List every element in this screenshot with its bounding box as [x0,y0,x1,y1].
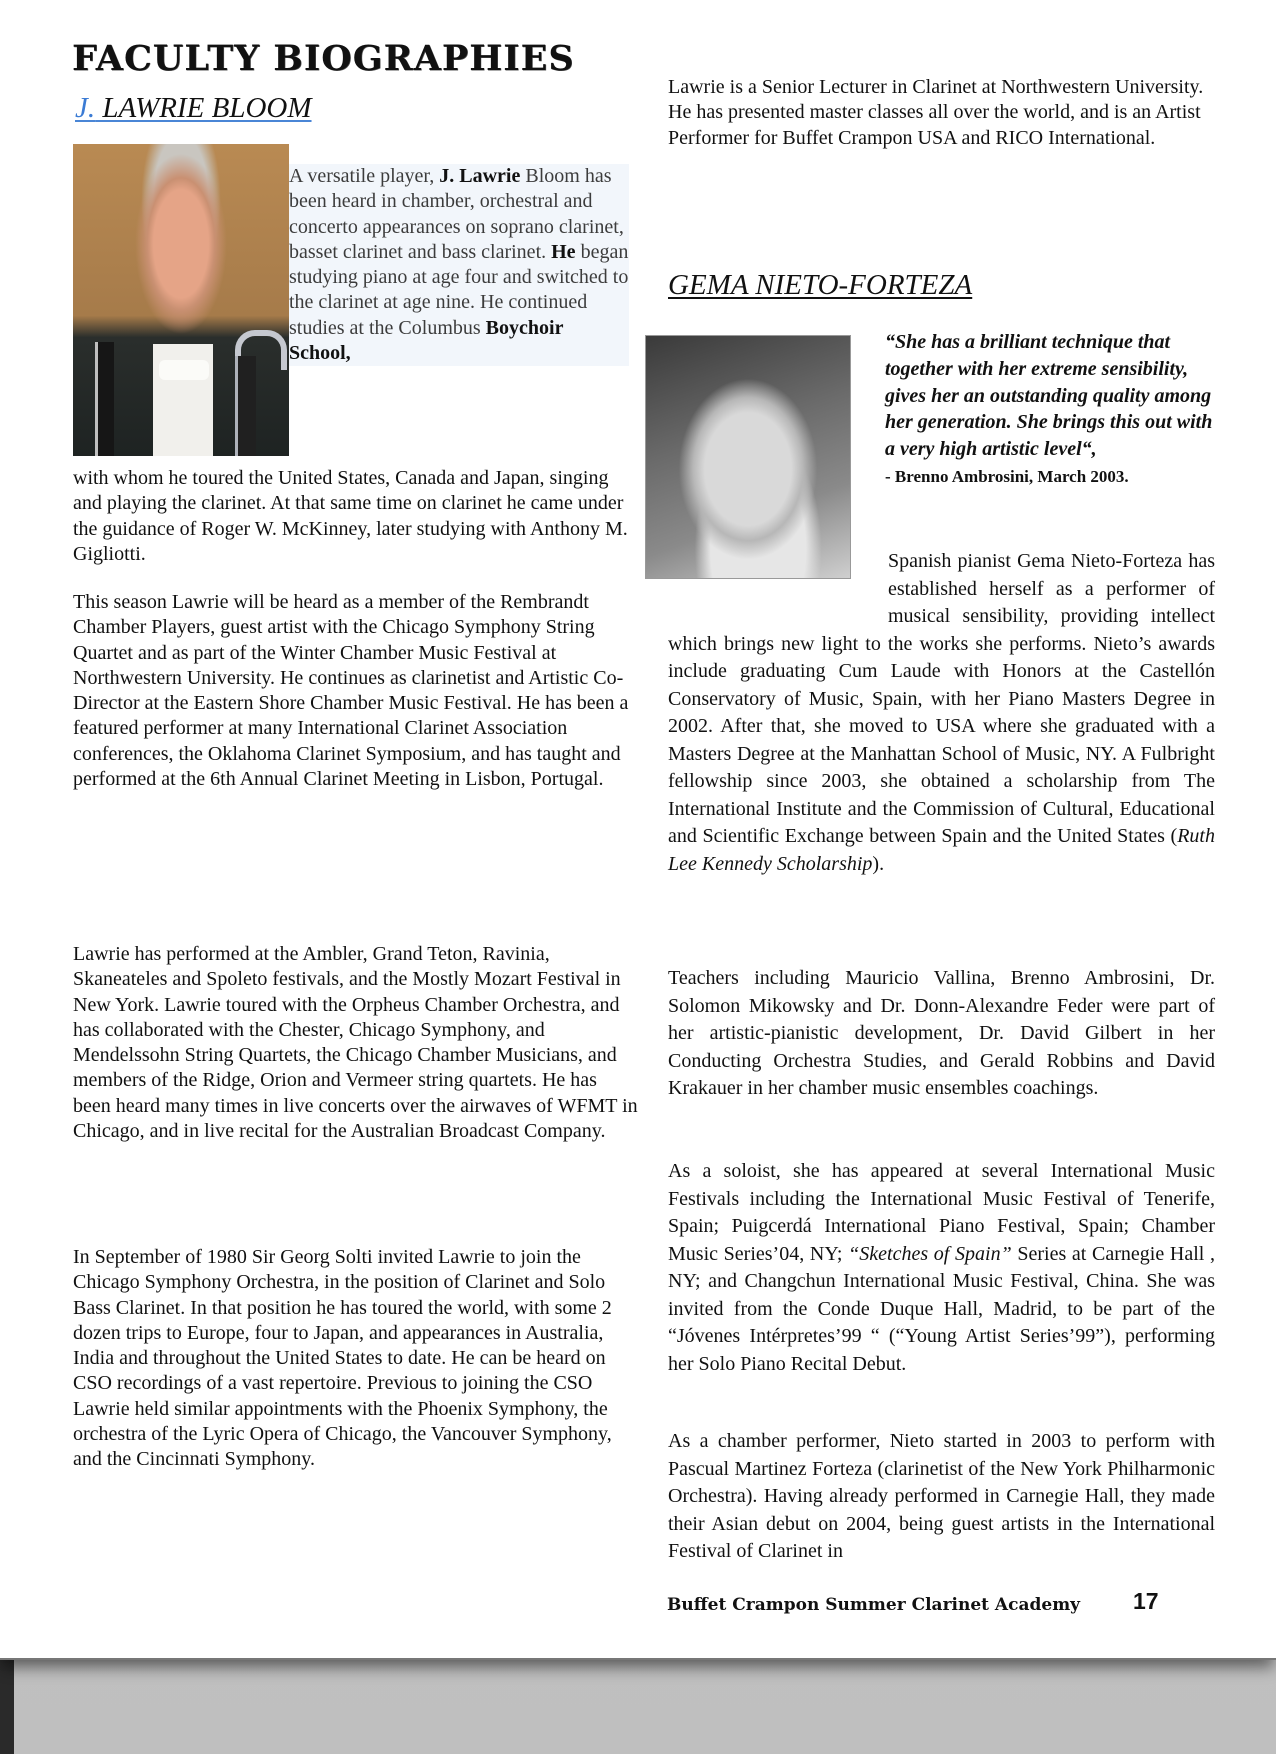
bio-paragraph: Teachers including Mauricio Vallina, Brenno Ambrosini, Dr. Solomon Mikowsky and Dr. Donn-Alexandre Feder were part of her artistic-pianistic development, Dr. David Gilbert in her Conducting Orchestra Studies, and Gerald Robbins and David Krakauer in her chamber music ensembles coachings. [668,967,1215,1099]
bio-paragraph: Lawrie is a Senior Lecturer in Clarinet at Northwestern University. He has presented master classes all over the world, and is an Artist Performer for Buffet Crampon USA and RICO International. [668,76,1204,149]
quote-text: “She has a brilliant technique that together with her extreme sensibility, gives her an outstanding quality among her generation. She brings this out with a very high artistic level“, [885,331,1213,461]
intro-text: Spanish pianist Gema Nieto-Forteza has established herself as a performer of musical sensibility, providing intellect which brings new light to the works she performs. Nieto’s awards include graduating Cum Laude with Honors at the Castellón Conservatory of Music, Spain, with her Piano Masters Degree in 2002. After that, she moved to USA where she graduated with a Masters Degree at the Manhattan School of Music, NY. A Fulbright fellowship since 2003, she obtained a scholarship from The International Institute and the Commission of Cultural, Educational and Scientific Exchange between Spain and the United States ( [668,550,1215,847]
intro-text: began studying piano at age four and switched to the clarinet at age nine. He continued studies at the Columbus [289,240,629,339]
bio-intro-gema [668,548,1215,878]
bio-intro-lawrie [289,164,629,366]
bio-heading-gema-nieto-forteza: GEMA NIETO-FORTEZA [668,269,973,301]
photo-detail-bowtie [159,360,209,380]
soloist-text: As a soloist, she has appeared at several International Music Festivals including the International Music Festival of Tenerife, Spain; Puigcerdá International Piano Festival, Spain; Chamber Music Series’04, NY; [668,1160,1215,1265]
bio-paragraph: This season Lawrie will be heard as a member of the Rembrandt Chamber Players, guest artist with the Chicago Symphony String Quartet and as part of the Winter Chamber Music Festival at Northwestern University. He continues as clarinetist and Artistic Co-Director at the Eastern Shore Chamber Music Festival. He has been a featured performer at many International Clarinet Association conferences, the Oklahoma Clarinet Symposium, and has taught and performed at the 6th Annual Clarinet Meeting in Lisbon, Portugal. [73,591,629,791]
press-quote [885,329,1215,491]
photo-wrap-spacer [668,548,888,618]
intro-bold-text: He [551,240,576,263]
intro-text: ). [872,852,885,875]
intro-text: A versatile player, [289,165,440,187]
quote-attribution: - Brenno Ambrosini, March 2003. [885,466,1129,486]
page-number: 17 [1133,1588,1159,1614]
bio-chamber-paragraph: As a chamber performer, Nieto started in 2003 to perform with Pascual Martinez Forteza (clarinetist of the New York Philharmonic Orchestra). Having already performed in Carnegie Hall, they made their Asian debut on 2004, being guest artists in the International Festival of Clarinet in [668,1430,1215,1562]
footer-title: Buffet Crampon Summer Clarinet Academy [667,1595,1081,1615]
bio-heading-lawrie-bloom [75,92,312,125]
bio-intro-lawrie-continued: with whom he toured the United States, Canada and Japan, singing and playing the clarinet. At that same time on clarinet he came under the guidance of Roger W. McKinney, later studying with Anthony M. Gigliotti. [73,467,628,565]
bio-heading-initial: J. [75,92,96,124]
photo-gema-nieto-forteza [645,335,851,579]
bio-paragraph: Lawrie has performed at the Ambler, Grand Teton, Ravinia, Skaneateles and Spoleto festivals, and the Mostly Mozart Festival in New York. Lawrie toured with the Orpheus Chamber Orchestra, and has collaborated with the Chester, Chicago Symphony, and Mendelssohn String Quartets, the Chicago Chamber Musicians, and members of the Ridge, Orion and Vermeer string quartets. He has been heard many times in live concerts over the airwaves of WFMT in Chicago, and in live recital for the Australian Broadcast Company. [73,943,638,1143]
photo-detail-bass-clarinet-body [235,356,256,456]
intro-italic: Ruth Lee Kennedy Scholarship [668,825,1215,875]
photo-detail-clarinet [95,342,114,456]
photo-lawrie-bloom [73,144,289,456]
bio-heading-name: LAWRIE BLOOM [95,92,312,124]
soloist-italic: “Sketches of Spain” [848,1242,1012,1265]
intro-bold-name: J. Lawrie [439,165,521,187]
intro-text: Bloom has been heard in chamber, orchestral and concerto appearances on soprano clarinet, basset clarinet and bass clarinet. [289,165,624,263]
page-title: FACULTY BIOGRAPHIES [72,38,575,79]
intro-bold-text: Boychoir School, [289,316,564,365]
bio-paragraph: In September of 1980 Sir Georg Solti invited Lawrie to join the Chicago Symphony Orchestra, in the position of Clarinet and Solo Bass Clarinet. In that position he has toured the world, with some 2 dozen trips to Europe, four to Japan, and appearances in Australia, India and throughout the United States to date. He can be heard on CSO recordings of a vast repertoire. Previous to joining the CSO Lawrie held similar appointments with the Phoenix Symphony, the orchestra of the Lyric Opera of Chicago, the Vancouver Symphony, and the Cincinnati Symphony. [73,1246,612,1471]
soloist-text: Series at Carnegie Hall , NY; and Changchun International Music Festival, China. She was invited from the Conde Duque Hall, Madrid, to be part of the “Jóvenes Intérpretes’99 “ (“Young Artist Series’99”), performing her Solo Piano Recital Debut. [668,1242,1215,1375]
bio-soloist-paragraph [668,1158,1215,1378]
